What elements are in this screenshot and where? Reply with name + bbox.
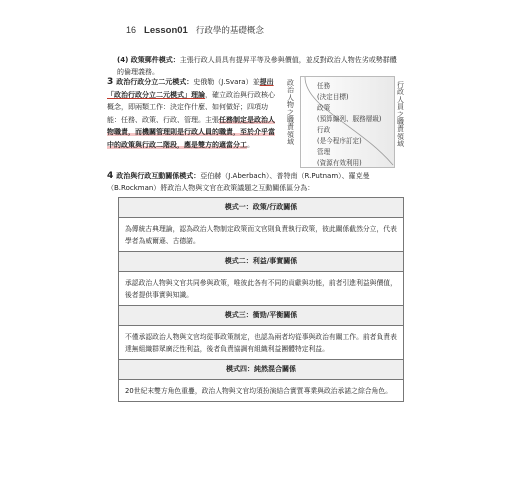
diagram-line: (是今程序訂定) <box>317 137 362 145</box>
diagram-line: (資源有效利用) <box>317 159 362 167</box>
model-description: 不僅承認政治人物與文官均從事政策制定，也認為兩者均從事與政治有關工作。前者負責表達無組織群眾廣泛性利益，後者負責協調有組織利益團體特定利益。 <box>125 333 397 353</box>
svara-author: 史俄勒（J.Svara） <box>193 78 253 86</box>
administrator-domain-label: 行政人員之職責領域 <box>397 81 404 149</box>
model-description: 20世紀末雙方角色重疊，政治人物與文官均須扮演結合實質專業與政治承諾之綜合角色。 <box>125 387 392 395</box>
svara-text-3: 主張 <box>205 115 219 124</box>
diagram-line: 行政 <box>317 126 331 134</box>
model-title: 模式一：政策/行政關係 <box>119 198 403 218</box>
item-number-3: 3 <box>107 77 114 87</box>
svara-text-2: ，確立政治與行政核心概念，即兩類工作：決定作什麼、如何做好；四項功能：任務、政策、行政、管理。 <box>107 90 275 124</box>
model-title: 模式二：利益/事實關係 <box>119 251 403 272</box>
policy-model-paragraph <box>117 54 403 78</box>
svara-text-end: 。 <box>247 140 254 149</box>
diagram-line: 管理 <box>317 148 331 156</box>
diagram-line: (決定目標) <box>317 93 349 101</box>
model-description: 承認政治人物與文官共同參與政策，唯彼此各有不同的貢獻與功能，前者引進利益與價值，後者提供事實與知識。 <box>125 279 397 299</box>
interaction-model-text: 亞伯赫（J.Aberbach）、普特南（R.Putnam）、羅克曼（B.Rockman）將政治人物與文官在政策議題之互動關係區分為： <box>107 172 370 192</box>
interaction-model-paragraph <box>107 170 403 194</box>
model-title: 模式三：衝勁/平衡關係 <box>119 305 403 326</box>
diagram-box <box>300 76 395 168</box>
item-number-4: 4 <box>107 171 114 181</box>
svara-underlined-text: 提出「政治行政分立二元模式」理論 <box>107 78 274 99</box>
models-table <box>118 197 404 402</box>
policy-model-text: 主張行政人員具有提昇平等及參與價值，並反對政治人物佐劣或勢群體的倫理義務。 <box>117 56 397 76</box>
diagram-line: 任務 <box>317 82 331 90</box>
lesson-label: Lesson01 <box>144 25 188 36</box>
dichotomy-diagram <box>287 76 405 168</box>
interaction-model-label: 政治與行政互動關係模式： <box>116 172 201 180</box>
svara-text-1: 並 <box>252 78 260 86</box>
diagram-function-list <box>317 81 382 169</box>
diagram-line: (預算編列、服務層級) <box>317 115 382 123</box>
page-header <box>126 24 264 36</box>
model-title: 模式四：純然混合關係 <box>119 359 403 380</box>
svara-model-label: 政治行政分立二元模式： <box>116 78 194 86</box>
chapter-title: 行政學的基礎概念 <box>195 26 264 36</box>
diagram-line: 政策 <box>317 104 331 112</box>
policy-model-label: (4) 政策郵件模式： <box>117 56 180 64</box>
svara-model-paragraph <box>107 76 277 151</box>
page-number: 16 <box>126 25 137 35</box>
model-description: 為傳統古典理論，認為政治人物制定政策而文官則負責執行政策，彼此關係截然分立，代表學者為威爾遜、古德諾。 <box>125 225 397 245</box>
svara-highlight-text: 任務制定是政治人物職責，而機關管理則是行政人員的職責，至於介乎當中的政策與行政二階段，應是雙方的適當分工 <box>107 115 275 149</box>
politician-domain-label: 政治人物之職責領域 <box>287 79 294 147</box>
